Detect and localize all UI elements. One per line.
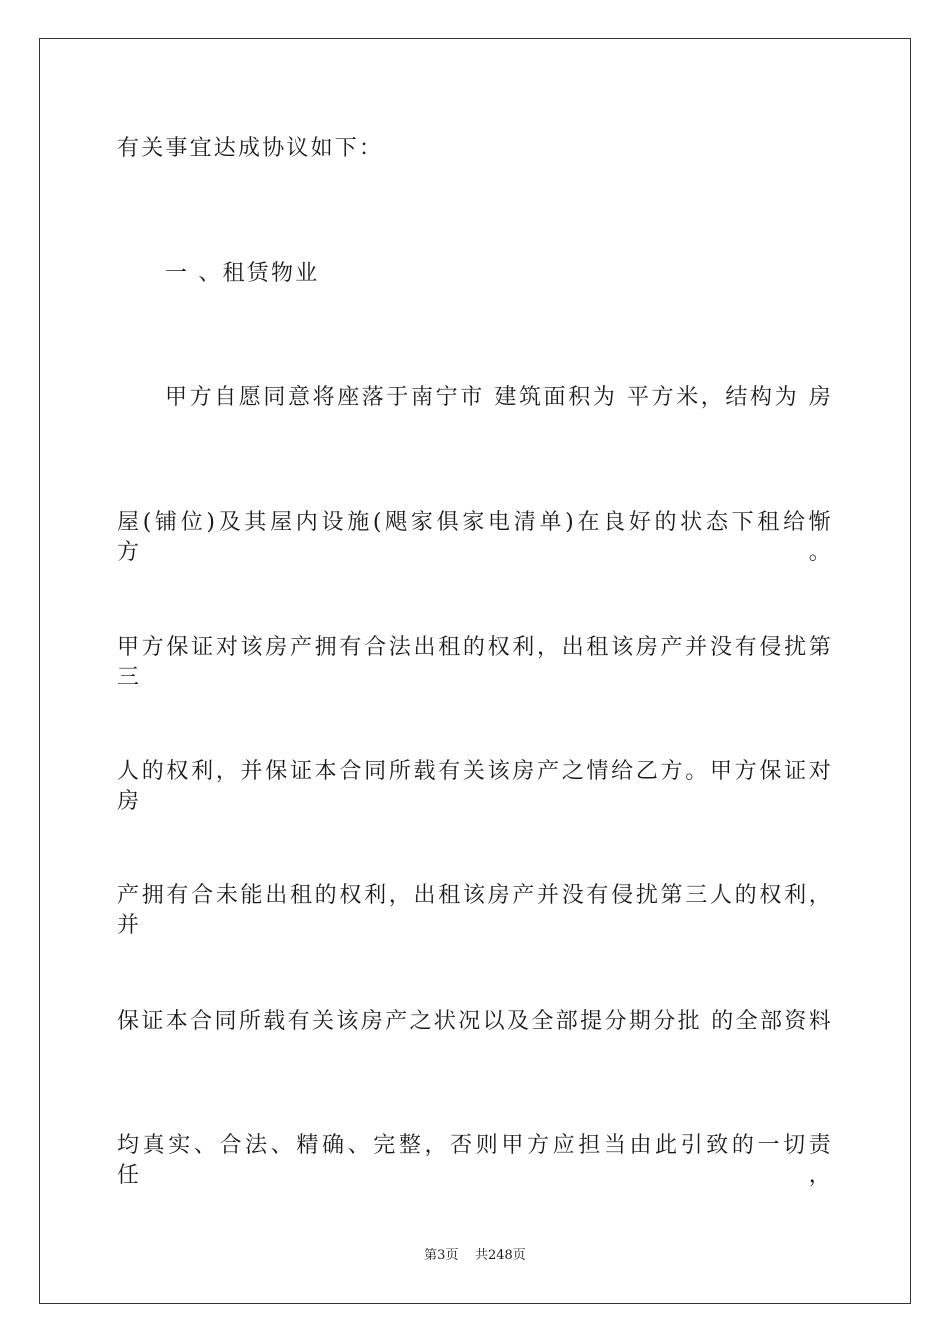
paragraph-line: 甲方保证对该房产拥有合法出租的权利，出租该房产并没有侵扰第三 — [117, 635, 833, 690]
paragraph-line: 屋(铺位)及其屋内设施(飓家俱家电清单)在良好的状态下租给惭方。 — [117, 510, 833, 565]
paragraph-line: 均真实、合法、精确、完整，否则甲方应担当由此引致的一切责任， — [117, 1133, 833, 1188]
page-border — [39, 38, 911, 1304]
paragraph-line: 甲方自愿同意将座落于南宁市 建筑面积为 平方米，结构为 房 — [165, 385, 833, 410]
page-number: 第3页 — [424, 1248, 459, 1263]
page-total: 共248页 — [474, 1248, 526, 1263]
text-line-intro: 有关事宜达成协议如下： — [117, 136, 384, 161]
page-footer — [0, 1247, 950, 1265]
paragraph-line: 人的权利，并保证本合同所载有关该房产之情给乙方。甲方保证对房 — [117, 759, 833, 814]
paragraph-line: 产拥有合未能出租的权利，出租该房产并没有侵扰第三人的权利，并 — [117, 883, 833, 938]
paragraph-line: 保证本合同所载有关该房产之状况以及全部提分期分批 的全部资料 — [117, 1009, 833, 1034]
section-heading: 一 、租赁物业 — [165, 261, 320, 286]
